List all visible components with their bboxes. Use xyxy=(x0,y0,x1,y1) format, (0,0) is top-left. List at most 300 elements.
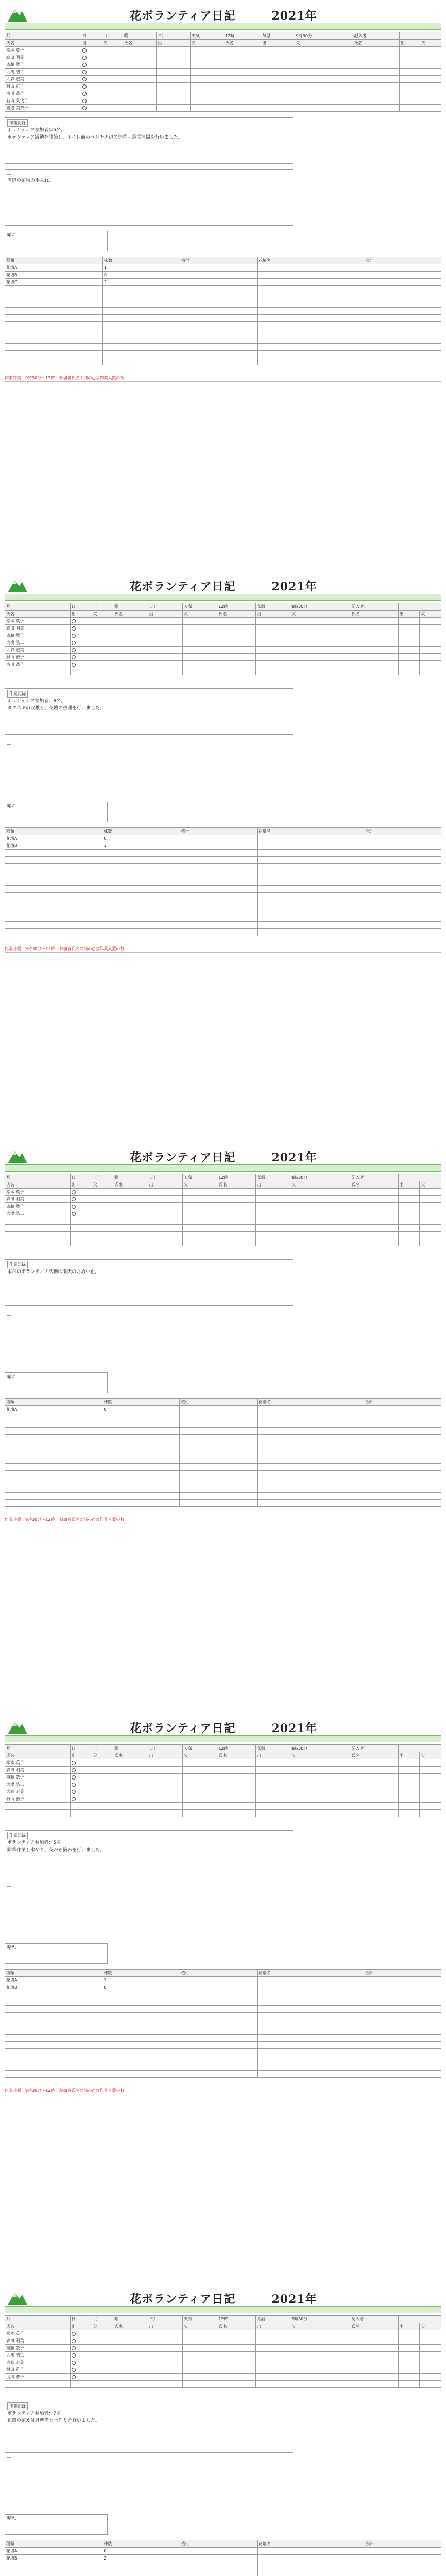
planting-cell[interactable] xyxy=(5,1456,102,1464)
attendance-absent-cell[interactable] xyxy=(92,1810,113,1817)
attendance-absent-cell[interactable] xyxy=(182,632,217,639)
planting-cell[interactable] xyxy=(257,900,364,907)
attendance-absent-cell[interactable] xyxy=(92,1225,113,1232)
planting-cell[interactable] xyxy=(5,878,102,886)
attendance-present-cell[interactable] xyxy=(255,1774,290,1781)
attendance-absent-cell[interactable] xyxy=(92,2374,113,2381)
planting-cell[interactable] xyxy=(257,835,364,842)
attendance-absent-cell[interactable] xyxy=(420,90,441,97)
planting-cell[interactable] xyxy=(180,1413,257,1420)
attendance-absent-cell[interactable] xyxy=(182,1781,217,1788)
planting-cell[interactable] xyxy=(257,279,364,286)
planting-cell[interactable] xyxy=(257,1413,364,1420)
attendance-present-cell[interactable] xyxy=(81,83,102,90)
attendance-present-cell[interactable] xyxy=(70,1203,92,1210)
planting-cell[interactable] xyxy=(364,2035,441,2042)
attendance-absent-cell[interactable] xyxy=(290,1810,350,1817)
attendance-absent-cell[interactable] xyxy=(290,2337,350,2345)
planting-cell[interactable] xyxy=(364,900,441,907)
attendance-absent-cell[interactable] xyxy=(182,625,217,632)
planting-cell[interactable] xyxy=(364,886,441,893)
attendance-absent-cell[interactable] xyxy=(190,61,224,69)
attendance-present-cell[interactable] xyxy=(398,1217,420,1225)
attendance-absent-cell[interactable] xyxy=(290,2345,350,2352)
planting-cell[interactable] xyxy=(257,907,364,914)
attendance-present-cell[interactable] xyxy=(70,625,92,632)
planting-cell[interactable] xyxy=(5,2013,102,2020)
attendance-present-cell[interactable] xyxy=(70,618,92,625)
attendance-absent-cell[interactable] xyxy=(420,76,441,83)
planting-cell[interactable] xyxy=(257,857,364,864)
attendance-present-cell[interactable] xyxy=(255,2345,290,2352)
planting-cell[interactable] xyxy=(257,286,364,293)
attendance-present-cell[interactable] xyxy=(399,97,420,105)
attendance-present-cell[interactable] xyxy=(398,1774,420,1781)
attendance-present-cell[interactable] xyxy=(157,97,190,105)
planting-cell[interactable] xyxy=(5,850,102,857)
planting-cell[interactable] xyxy=(5,336,103,344)
attendance-absent-cell[interactable] xyxy=(290,1767,350,1774)
attendance-absent-cell[interactable] xyxy=(420,83,441,90)
planting-cell[interactable] xyxy=(5,1478,102,1485)
attendance-absent-cell[interactable] xyxy=(92,668,113,675)
attendance-absent-cell[interactable] xyxy=(182,1203,217,1210)
planting-cell[interactable] xyxy=(180,1435,257,1442)
planting-cell[interactable]: 0 xyxy=(102,1406,180,1413)
attendance-absent-cell[interactable] xyxy=(182,1774,217,1781)
attendance-absent-cell[interactable] xyxy=(290,1189,350,1196)
attendance-present-cell[interactable] xyxy=(148,661,182,668)
planting-cell[interactable] xyxy=(180,2006,257,2013)
attendance-absent-cell[interactable] xyxy=(182,1810,217,1817)
planting-cell[interactable] xyxy=(102,329,180,336)
attendance-absent-cell[interactable] xyxy=(420,1795,441,1803)
planting-cell[interactable] xyxy=(364,878,441,886)
planting-cell[interactable] xyxy=(102,2071,180,2078)
attendance-present-cell[interactable] xyxy=(255,1759,290,1767)
planting-cell[interactable] xyxy=(364,2020,441,2027)
attendance-absent-cell[interactable] xyxy=(92,1803,113,1810)
attendance-present-cell[interactable] xyxy=(255,1196,290,1203)
attendance-present-cell[interactable] xyxy=(398,1781,420,1788)
planting-cell[interactable] xyxy=(257,850,364,857)
planting-cell[interactable] xyxy=(180,1471,257,1478)
planting-cell[interactable] xyxy=(180,922,257,929)
planting-cell[interactable] xyxy=(364,914,441,922)
attendance-absent-cell[interactable] xyxy=(420,654,441,661)
attendance-present-cell[interactable] xyxy=(399,90,420,97)
attendance-present-cell[interactable] xyxy=(255,668,290,675)
planting-cell[interactable] xyxy=(364,2071,441,2078)
planting-cell[interactable] xyxy=(257,1435,364,1442)
attendance-present-cell[interactable] xyxy=(148,654,182,661)
planting-cell[interactable] xyxy=(102,2027,180,2035)
planting-cell[interactable] xyxy=(257,1406,364,1413)
attendance-present-cell[interactable] xyxy=(261,83,295,90)
attendance-present-cell[interactable] xyxy=(70,1225,92,1232)
planting-cell[interactable] xyxy=(180,2056,257,2063)
planting-cell[interactable] xyxy=(257,2548,364,2555)
attendance-absent-cell[interactable] xyxy=(420,69,441,76)
planting-cell[interactable] xyxy=(364,1485,441,1493)
attendance-absent-cell[interactable] xyxy=(290,1795,350,1803)
attendance-absent-cell[interactable] xyxy=(92,1203,113,1210)
planting-cell[interactable] xyxy=(102,1478,180,1485)
planting-cell[interactable] xyxy=(5,1500,102,1507)
planting-cell[interactable] xyxy=(102,308,180,315)
planting-cell[interactable] xyxy=(364,871,441,878)
attendance-absent-cell[interactable] xyxy=(182,1196,217,1203)
attendance-absent-cell[interactable] xyxy=(420,105,441,112)
attendance-absent-cell[interactable] xyxy=(420,2359,441,2366)
planting-cell[interactable]: 0 xyxy=(102,1984,180,1991)
planting-cell[interactable] xyxy=(5,1998,102,2006)
attendance-present-cell[interactable] xyxy=(81,61,102,69)
attendance-present-cell[interactable] xyxy=(70,668,92,675)
attendance-present-cell[interactable] xyxy=(398,639,420,647)
attendance-absent-cell[interactable] xyxy=(290,625,350,632)
attendance-present-cell[interactable] xyxy=(148,1759,182,1767)
attendance-present-cell[interactable] xyxy=(255,2337,290,2345)
attendance-present-cell[interactable] xyxy=(148,1239,182,1246)
attendance-absent-cell[interactable] xyxy=(182,1795,217,1803)
planting-cell[interactable] xyxy=(180,907,257,914)
attendance-absent-cell[interactable] xyxy=(102,47,123,54)
planting-cell[interactable] xyxy=(257,272,364,279)
planting-cell[interactable] xyxy=(5,322,103,329)
attendance-present-cell[interactable] xyxy=(255,625,290,632)
planting-cell[interactable] xyxy=(257,344,364,351)
planting-cell[interactable] xyxy=(257,886,364,893)
planting-cell[interactable] xyxy=(364,315,441,322)
planting-cell[interactable] xyxy=(257,2063,364,2071)
planting-cell[interactable] xyxy=(5,358,103,365)
planting-cell[interactable] xyxy=(5,2569,102,2576)
attendance-present-cell[interactable] xyxy=(398,2366,420,2374)
planting-cell[interactable] xyxy=(257,1485,364,1493)
attendance-absent-cell[interactable] xyxy=(92,639,113,647)
attendance-absent-cell[interactable] xyxy=(182,1239,217,1246)
planting-cell[interactable] xyxy=(257,322,364,329)
planting-cell[interactable] xyxy=(364,2027,441,2035)
planting-cell[interactable] xyxy=(5,2020,102,2027)
planting-cell[interactable] xyxy=(364,922,441,929)
planting-cell[interactable] xyxy=(5,315,103,322)
attendance-present-cell[interactable] xyxy=(70,1767,92,1774)
planting-cell[interactable] xyxy=(257,336,364,344)
attendance-present-cell[interactable] xyxy=(70,1803,92,1810)
planting-cell[interactable] xyxy=(5,2562,102,2569)
attendance-absent-cell[interactable] xyxy=(420,1196,441,1203)
attendance-present-cell[interactable] xyxy=(261,54,295,61)
planting-cell[interactable]: 2 xyxy=(102,2555,180,2562)
planting-cell[interactable] xyxy=(180,329,257,336)
attendance-present-cell[interactable] xyxy=(398,625,420,632)
attendance-present-cell[interactable] xyxy=(148,2374,182,2381)
attendance-absent-cell[interactable] xyxy=(92,647,113,654)
attendance-absent-cell[interactable] xyxy=(182,639,217,647)
planting-cell[interactable] xyxy=(180,2042,257,2049)
planting-cell[interactable] xyxy=(257,1442,364,1449)
attendance-absent-cell[interactable] xyxy=(92,1781,113,1788)
planting-cell[interactable] xyxy=(180,2562,257,2569)
planting-cell[interactable] xyxy=(364,1428,441,1435)
planting-cell[interactable] xyxy=(257,2555,364,2562)
planting-cell[interactable] xyxy=(257,2027,364,2035)
planting-cell[interactable] xyxy=(257,1500,364,1507)
attendance-present-cell[interactable] xyxy=(255,1225,290,1232)
attendance-present-cell[interactable] xyxy=(157,69,190,76)
planting-cell[interactable] xyxy=(180,1442,257,1449)
attendance-present-cell[interactable] xyxy=(398,1810,420,1817)
attendance-absent-cell[interactable] xyxy=(92,2366,113,2374)
attendance-absent-cell[interactable] xyxy=(102,97,123,105)
planting-cell[interactable] xyxy=(180,2035,257,2042)
planting-cell[interactable]: 花壇A xyxy=(5,835,102,842)
attendance-absent-cell[interactable] xyxy=(290,2359,350,2366)
planting-cell[interactable] xyxy=(102,871,180,878)
planting-cell[interactable] xyxy=(180,878,257,886)
planting-cell[interactable] xyxy=(364,835,441,842)
planting-cell[interactable] xyxy=(364,2548,441,2555)
attendance-present-cell[interactable] xyxy=(157,83,190,90)
planting-cell[interactable] xyxy=(257,871,364,878)
planting-cell[interactable] xyxy=(180,1984,257,1991)
planting-cell[interactable] xyxy=(257,300,364,308)
planting-cell[interactable] xyxy=(5,929,102,936)
attendance-present-cell[interactable] xyxy=(398,1759,420,1767)
attendance-present-cell[interactable] xyxy=(261,105,295,112)
attendance-present-cell[interactable] xyxy=(398,1196,420,1203)
planting-cell[interactable] xyxy=(180,864,257,871)
attendance-present-cell[interactable] xyxy=(157,47,190,54)
attendance-absent-cell[interactable] xyxy=(182,1767,217,1774)
attendance-present-cell[interactable] xyxy=(157,105,190,112)
attendance-absent-cell[interactable] xyxy=(290,661,350,668)
planting-cell[interactable] xyxy=(364,286,441,293)
planting-cell[interactable] xyxy=(5,864,102,871)
planting-cell[interactable] xyxy=(5,1991,102,1998)
attendance-absent-cell[interactable] xyxy=(290,1803,350,1810)
planting-cell[interactable] xyxy=(102,850,180,857)
attendance-absent-cell[interactable] xyxy=(182,618,217,625)
planting-cell[interactable] xyxy=(180,914,257,922)
planting-cell[interactable] xyxy=(180,358,257,365)
planting-cell[interactable] xyxy=(180,1998,257,2006)
attendance-absent-cell[interactable] xyxy=(182,1759,217,1767)
attendance-absent-cell[interactable] xyxy=(290,647,350,654)
planting-cell[interactable] xyxy=(257,1449,364,1456)
attendance-present-cell[interactable] xyxy=(157,76,190,83)
attendance-absent-cell[interactable] xyxy=(92,2337,113,2345)
attendance-present-cell[interactable] xyxy=(157,61,190,69)
planting-cell[interactable] xyxy=(180,2013,257,2020)
planting-cell[interactable] xyxy=(257,864,364,871)
attendance-present-cell[interactable] xyxy=(255,1189,290,1196)
planting-cell[interactable] xyxy=(5,2027,102,2035)
planting-cell[interactable] xyxy=(364,2063,441,2071)
attendance-present-cell[interactable] xyxy=(398,2374,420,2381)
attendance-absent-cell[interactable] xyxy=(290,2381,350,2388)
attendance-present-cell[interactable] xyxy=(70,2352,92,2359)
planting-cell[interactable] xyxy=(257,929,364,936)
planting-cell[interactable] xyxy=(257,893,364,900)
planting-cell[interactable] xyxy=(257,1471,364,1478)
planting-cell[interactable] xyxy=(257,2006,364,2013)
planting-cell[interactable] xyxy=(102,929,180,936)
attendance-present-cell[interactable] xyxy=(148,668,182,675)
planting-cell[interactable] xyxy=(364,2042,441,2049)
planting-cell[interactable] xyxy=(5,2056,102,2063)
attendance-present-cell[interactable] xyxy=(255,1767,290,1774)
attendance-absent-cell[interactable] xyxy=(295,83,353,90)
attendance-absent-cell[interactable] xyxy=(290,2352,350,2359)
attendance-present-cell[interactable] xyxy=(70,1239,92,1246)
attendance-absent-cell[interactable] xyxy=(295,47,353,54)
attendance-present-cell[interactable] xyxy=(255,1203,290,1210)
attendance-absent-cell[interactable] xyxy=(182,1232,217,1239)
attendance-present-cell[interactable] xyxy=(398,1795,420,1803)
planting-cell[interactable] xyxy=(102,2020,180,2027)
planting-cell[interactable] xyxy=(102,893,180,900)
planting-cell[interactable] xyxy=(102,914,180,922)
attendance-absent-cell[interactable] xyxy=(420,2366,441,2374)
planting-cell[interactable] xyxy=(364,336,441,344)
planting-cell[interactable] xyxy=(257,2035,364,2042)
planting-cell[interactable] xyxy=(180,1420,257,1428)
attendance-absent-cell[interactable] xyxy=(290,1196,350,1203)
planting-cell[interactable]: 花壇B xyxy=(5,272,103,279)
planting-cell[interactable] xyxy=(5,300,103,308)
attendance-present-cell[interactable] xyxy=(255,1210,290,1217)
planting-cell[interactable] xyxy=(180,1478,257,1485)
planting-cell[interactable] xyxy=(102,1998,180,2006)
attendance-absent-cell[interactable] xyxy=(420,1225,441,1232)
attendance-absent-cell[interactable] xyxy=(92,654,113,661)
planting-cell[interactable] xyxy=(180,286,257,293)
planting-cell[interactable] xyxy=(102,1500,180,1507)
attendance-present-cell[interactable] xyxy=(81,97,102,105)
attendance-absent-cell[interactable] xyxy=(295,90,353,97)
attendance-absent-cell[interactable] xyxy=(290,1239,350,1246)
planting-cell[interactable] xyxy=(180,2020,257,2027)
planting-cell[interactable] xyxy=(364,929,441,936)
attendance-present-cell[interactable] xyxy=(399,54,420,61)
attendance-present-cell[interactable] xyxy=(148,1189,182,1196)
attendance-present-cell[interactable] xyxy=(148,632,182,639)
attendance-absent-cell[interactable] xyxy=(92,2352,113,2359)
attendance-absent-cell[interactable] xyxy=(92,2330,113,2337)
attendance-present-cell[interactable] xyxy=(81,54,102,61)
attendance-present-cell[interactable] xyxy=(70,632,92,639)
planting-cell[interactable]: 2 xyxy=(102,279,180,286)
planting-cell[interactable] xyxy=(364,1449,441,1456)
planting-cell[interactable] xyxy=(102,1435,180,1442)
attendance-present-cell[interactable] xyxy=(70,2330,92,2337)
planting-cell[interactable] xyxy=(180,2049,257,2056)
attendance-present-cell[interactable] xyxy=(70,1795,92,1803)
attendance-absent-cell[interactable] xyxy=(182,654,217,661)
planting-cell[interactable] xyxy=(102,322,180,329)
attendance-absent-cell[interactable] xyxy=(295,69,353,76)
planting-cell[interactable] xyxy=(102,344,180,351)
attendance-absent-cell[interactable] xyxy=(92,1217,113,1225)
planting-cell[interactable] xyxy=(364,1991,441,1998)
attendance-absent-cell[interactable] xyxy=(102,61,123,69)
planting-cell[interactable] xyxy=(364,322,441,329)
attendance-present-cell[interactable] xyxy=(398,1788,420,1795)
planting-cell[interactable] xyxy=(5,2035,102,2042)
attendance-absent-cell[interactable] xyxy=(182,1225,217,1232)
attendance-present-cell[interactable] xyxy=(148,639,182,647)
planting-cell[interactable] xyxy=(5,857,102,864)
attendance-present-cell[interactable] xyxy=(157,90,190,97)
attendance-absent-cell[interactable] xyxy=(420,618,441,625)
planting-cell[interactable] xyxy=(5,2042,102,2049)
attendance-absent-cell[interactable] xyxy=(190,97,224,105)
planting-cell[interactable] xyxy=(102,1449,180,1456)
attendance-present-cell[interactable] xyxy=(399,83,420,90)
attendance-absent-cell[interactable] xyxy=(420,2352,441,2359)
attendance-absent-cell[interactable] xyxy=(290,1225,350,1232)
planting-cell[interactable] xyxy=(180,2027,257,2035)
planting-cell[interactable] xyxy=(5,1428,102,1435)
planting-cell[interactable]: 花壇B xyxy=(5,2555,102,2562)
planting-cell[interactable] xyxy=(257,2042,364,2049)
planting-cell[interactable] xyxy=(364,2049,441,2056)
attendance-present-cell[interactable] xyxy=(399,61,420,69)
planting-cell[interactable] xyxy=(180,322,257,329)
planting-cell[interactable] xyxy=(364,351,441,358)
attendance-present-cell[interactable] xyxy=(398,2337,420,2345)
planting-cell[interactable] xyxy=(180,842,257,850)
attendance-absent-cell[interactable] xyxy=(102,90,123,97)
planting-cell[interactable]: 花壇C xyxy=(5,279,103,286)
attendance-present-cell[interactable] xyxy=(70,1810,92,1817)
attendance-absent-cell[interactable] xyxy=(290,618,350,625)
planting-cell[interactable] xyxy=(102,293,180,300)
planting-cell[interactable]: 1 xyxy=(102,1977,180,1984)
attendance-present-cell[interactable] xyxy=(70,639,92,647)
attendance-absent-cell[interactable] xyxy=(102,76,123,83)
planting-cell[interactable] xyxy=(102,1420,180,1428)
planting-cell[interactable] xyxy=(180,2548,257,2555)
attendance-present-cell[interactable] xyxy=(255,639,290,647)
attendance-absent-cell[interactable] xyxy=(92,1767,113,1774)
planting-cell[interactable] xyxy=(364,2562,441,2569)
planting-cell[interactable] xyxy=(364,1977,441,1984)
attendance-present-cell[interactable] xyxy=(70,1759,92,1767)
attendance-present-cell[interactable] xyxy=(398,1189,420,1196)
attendance-absent-cell[interactable] xyxy=(420,632,441,639)
planting-cell[interactable] xyxy=(102,300,180,308)
planting-cell[interactable] xyxy=(364,1442,441,1449)
attendance-present-cell[interactable] xyxy=(148,1217,182,1225)
attendance-absent-cell[interactable] xyxy=(420,1788,441,1795)
attendance-present-cell[interactable] xyxy=(255,2374,290,2381)
planting-cell[interactable] xyxy=(257,293,364,300)
attendance-absent-cell[interactable] xyxy=(182,2352,217,2359)
planting-cell[interactable] xyxy=(102,907,180,914)
attendance-present-cell[interactable] xyxy=(261,90,295,97)
planting-cell[interactable] xyxy=(180,1464,257,1471)
planting-cell[interactable] xyxy=(5,1449,102,1456)
attendance-absent-cell[interactable] xyxy=(290,1788,350,1795)
attendance-present-cell[interactable] xyxy=(398,618,420,625)
planting-cell[interactable] xyxy=(102,1464,180,1471)
planting-cell[interactable] xyxy=(180,857,257,864)
attendance-absent-cell[interactable] xyxy=(420,47,441,54)
